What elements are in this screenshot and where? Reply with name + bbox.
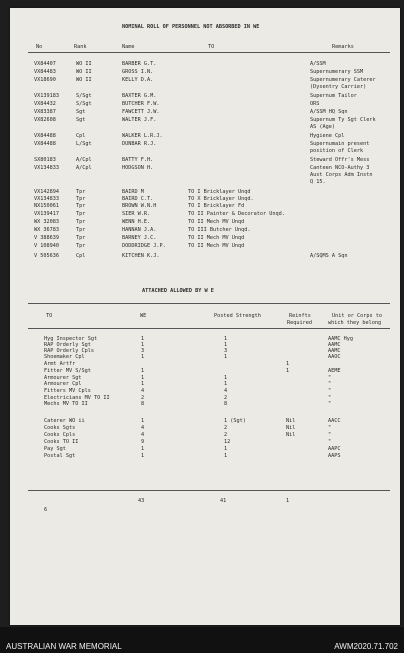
roll-name: WENN H.E. xyxy=(122,219,151,225)
roll-no: VX142894 xyxy=(34,189,59,195)
footer-credit: AUSTRALIAN WAR MEMORIAL xyxy=(6,642,122,651)
roll-remark: Aust Corps Adm Instn xyxy=(310,172,373,178)
header-rule xyxy=(28,52,390,53)
roll-to: TO I Bricklayer Fd xyxy=(188,203,245,209)
att-unit: " xyxy=(328,401,332,407)
roll-remark: Supernum Ty Sgt Clerk xyxy=(310,117,376,123)
att-header-we: WE xyxy=(140,313,147,319)
roll-no: VX82608 xyxy=(34,117,56,123)
footer-id: AWM2020.71.702 xyxy=(334,642,398,651)
roll-remark: A/SQMS A Sqn xyxy=(310,253,348,259)
roll-rank: S/Sgt xyxy=(76,101,92,107)
header-no: No xyxy=(36,44,43,50)
roll-remark: Q 15. xyxy=(310,179,326,185)
header-name: Name xyxy=(122,44,135,50)
document-title: NOMINAL ROLL OF PERSONNEL NOT ABSORBED IN WE xyxy=(122,24,260,30)
att-posted: 1 xyxy=(224,336,228,342)
roll-rank: Cpl xyxy=(76,253,86,259)
roll-to: TO II Mech MV Unqd xyxy=(188,243,245,249)
att-we: 1 xyxy=(141,375,145,381)
att-unit: " xyxy=(328,439,332,445)
attached-title: ATTACHED ALLOWED BY W E xyxy=(142,288,214,294)
att-to: Armourer Sgt xyxy=(44,375,82,381)
roll-to: TO II Mech MV Unqd xyxy=(188,219,245,225)
roll-to: TO II Mech MV Unqd xyxy=(188,235,245,241)
roll-name: BAXTER G.M. xyxy=(122,93,157,99)
roll-no: VX134833 xyxy=(34,196,59,202)
att-posted: 1 xyxy=(224,381,228,387)
roll-name: SIER W.R. xyxy=(122,211,151,217)
roll-no: WX 36783 xyxy=(34,227,59,233)
roll-rank: L/Sgt xyxy=(76,141,92,147)
att-posted: 2 xyxy=(224,425,228,431)
att-unit: AAOC xyxy=(328,354,341,360)
att-we: 1 xyxy=(141,453,145,459)
roll-name: BARBER G.T. xyxy=(122,61,157,67)
roll-name: HANNAN J.A. xyxy=(122,227,157,233)
att-we: 1 xyxy=(141,354,145,360)
att-reinfts: Nil xyxy=(286,432,296,438)
roll-name: FAWCETT J.W. xyxy=(122,109,160,115)
roll-no: VX84488 xyxy=(34,133,56,139)
roll-no: V 108940 xyxy=(34,243,59,249)
roll-name: DODDRIDGE J.P. xyxy=(122,243,166,249)
att-reinfts: 1 xyxy=(286,368,290,374)
roll-rank: Tpr xyxy=(76,243,86,249)
roll-to: TO II Painter & Decorator Unqd. xyxy=(188,211,285,217)
att-posted: 8 xyxy=(224,401,228,407)
att-posted: 4 xyxy=(224,388,228,394)
roll-remark: ORS xyxy=(310,101,320,107)
roll-no: VX139417 xyxy=(34,211,59,217)
att-to: Electricians MV TO II xyxy=(44,395,110,401)
roll-rank: Cpl xyxy=(76,133,86,139)
roll-name: KITCHEN K.J. xyxy=(122,253,160,259)
att-to: RAP Orderly Cpls xyxy=(44,348,94,354)
roll-remark: A/SSM xyxy=(310,61,326,67)
att-posted: 1 xyxy=(224,342,228,348)
document-sheet xyxy=(10,8,400,625)
roll-rank: A/Cpl xyxy=(76,165,92,171)
att-to: Cooks TO II xyxy=(44,439,79,445)
roll-rank: Tpr xyxy=(76,227,86,233)
roll-remark: Supernumain present xyxy=(310,141,370,147)
roll-no: WX 32083 xyxy=(34,219,59,225)
roll-remark: Canteen NCO-Authy 3 xyxy=(310,165,370,171)
att-we: 2 xyxy=(141,395,145,401)
roll-no: V 505636 xyxy=(34,253,59,259)
roll-rank: WO II xyxy=(76,77,92,83)
roll-name: BAIRD C.T. xyxy=(122,196,154,202)
roll-remark: Supernumerary Caterer xyxy=(310,77,376,83)
roll-rank: WO II xyxy=(76,69,92,75)
header-remarks: Remarks xyxy=(332,44,354,50)
header-to: TO xyxy=(208,44,215,50)
att-unit: AAMC Hyg xyxy=(328,336,353,342)
att-unit: " xyxy=(328,395,332,401)
att-to: RAP Orderly Sgt xyxy=(44,342,91,348)
att-header-to: TO xyxy=(46,313,53,319)
roll-rank: Tpr xyxy=(76,189,86,195)
att-header-required: Required xyxy=(287,320,312,326)
roll-no: VX18690 xyxy=(34,77,56,83)
att-header-unit-2: which they belong xyxy=(328,320,382,326)
att-we: 4 xyxy=(141,388,145,394)
att-we: 4 xyxy=(141,432,145,438)
total-we: 43 xyxy=(138,498,145,504)
att-we: 1 xyxy=(141,446,145,452)
roll-name: BROWN W.N.H xyxy=(122,203,157,209)
att-unit: " xyxy=(328,388,332,394)
roll-to: TO I Bricklayer Unqd xyxy=(188,189,251,195)
att-we: 1 xyxy=(141,381,145,387)
attached-header-rule xyxy=(28,328,390,329)
att-we: 1 xyxy=(141,368,145,374)
roll-name: GROSS I.N. xyxy=(122,69,154,75)
roll-rank: Tpr xyxy=(76,235,86,241)
att-unit: AEME xyxy=(328,368,341,374)
roll-name: BAIRD M xyxy=(122,189,144,195)
roll-name: DUNBAR R.J. xyxy=(122,141,157,147)
att-unit: AACC xyxy=(328,418,341,424)
att-posted: 12 xyxy=(224,439,231,445)
att-to: Armt Artfr xyxy=(44,361,76,367)
roll-name: HODGSON H. xyxy=(122,165,154,171)
roll-no: VX139183 xyxy=(34,93,59,99)
roll-name: BARNEY J.C. xyxy=(122,235,157,241)
att-header-reinfts: Reinfts xyxy=(289,313,311,319)
total-posted: 41 xyxy=(220,498,227,504)
att-unit: " xyxy=(328,425,332,431)
att-header-posted: Posted Strength xyxy=(214,313,261,319)
att-unit: " xyxy=(328,375,332,381)
roll-no: VX84488 xyxy=(34,141,56,147)
att-to: Cooks Sgts xyxy=(44,425,76,431)
att-we: 8 xyxy=(141,401,145,407)
att-to: Caterer WO ii xyxy=(44,418,85,424)
att-posted: 2 xyxy=(224,432,228,438)
roll-no: VX84483 xyxy=(34,69,56,75)
att-unit: AAMC xyxy=(328,348,341,354)
roll-rank: WO II xyxy=(76,61,92,67)
footer-bar xyxy=(0,627,404,653)
att-unit: " xyxy=(328,432,332,438)
att-posted: 1 xyxy=(224,375,228,381)
att-posted: 1 xyxy=(224,446,228,452)
att-posted: 2 xyxy=(224,395,228,401)
att-to: Fitters MV Cpls xyxy=(44,388,91,394)
roll-name: WALKER L.R.J. xyxy=(122,133,163,139)
att-posted: 1 xyxy=(224,453,228,459)
roll-name: BUTCHER F.W. xyxy=(122,101,160,107)
roll-remark: A/SSM HQ Sqn xyxy=(310,109,348,115)
att-reinfts: 1 xyxy=(286,361,290,367)
att-reinfts: Nil xyxy=(286,418,296,424)
roll-no: VX83387 xyxy=(34,109,56,115)
roll-no: VX84432 xyxy=(34,101,56,107)
roll-no: SX80183 xyxy=(34,157,56,163)
roll-remark: Supernum Tailor xyxy=(310,93,357,99)
roll-name: KELLY D.A. xyxy=(122,77,154,83)
att-we: 3 xyxy=(141,348,145,354)
att-unit: AAPC xyxy=(328,446,341,452)
att-to: Hyg Inspector Sgt xyxy=(44,336,98,342)
att-we: 1 xyxy=(141,342,145,348)
roll-no: VX84407 xyxy=(34,61,56,67)
roll-rank: Tpr xyxy=(76,196,86,202)
roll-no: VX134833 xyxy=(34,165,59,171)
roll-remark: Supernumerary SSM xyxy=(310,69,364,75)
roll-rank: Tpr xyxy=(76,219,86,225)
roll-name: WALTER J.F. xyxy=(122,117,157,123)
att-to: Armourer Cpl xyxy=(44,381,82,387)
att-posted: 3 xyxy=(224,348,228,354)
roll-no: NX150061 xyxy=(34,203,59,209)
totals-rule xyxy=(28,490,390,491)
total-reinfts: 1 xyxy=(286,498,290,504)
attached-top-rule xyxy=(28,303,390,304)
roll-name: BATTY F.H. xyxy=(122,157,154,163)
page-mark: 6 xyxy=(44,507,48,513)
att-unit: AAPS xyxy=(328,453,341,459)
roll-rank: Sgt xyxy=(76,109,86,115)
att-to: Pay Sgt xyxy=(44,446,66,452)
att-to: Shoemaker Cpl xyxy=(44,354,85,360)
roll-remark: (Dysentry Carrier) xyxy=(310,84,367,90)
roll-remark: AS (Age) xyxy=(310,124,335,130)
att-header-unit: Unit or Corps to xyxy=(332,313,382,319)
att-unit: " xyxy=(328,381,332,387)
att-we: 1 xyxy=(141,336,145,342)
header-rank: Rank xyxy=(74,44,87,50)
att-to: Cooks Cpls xyxy=(44,432,76,438)
roll-rank: Sgt xyxy=(76,117,86,123)
att-unit: AAMC xyxy=(328,342,341,348)
roll-rank: S/Sgt xyxy=(76,93,92,99)
att-to: Postal Sgt xyxy=(44,453,76,459)
att-to: Mechs MV TO II xyxy=(44,401,88,407)
roll-to: TO X Bricklayer Unqd. xyxy=(188,196,254,202)
roll-to: TO III Butcher Unqd. xyxy=(188,227,251,233)
att-posted: 1 (Sgt) xyxy=(224,418,246,424)
att-to: Fitter MV S/Sgt xyxy=(44,368,91,374)
roll-remark: Hygiene Cpl xyxy=(310,133,345,139)
att-we: 1 xyxy=(141,418,145,424)
att-we: 9 xyxy=(141,439,145,445)
roll-rank: Tpr xyxy=(76,203,86,209)
roll-rank: A/Cpl xyxy=(76,157,92,163)
roll-no: V 388639 xyxy=(34,235,59,241)
att-we: 4 xyxy=(141,425,145,431)
roll-rank: Tpr xyxy=(76,211,86,217)
roll-remark: position of Clerk xyxy=(310,148,364,154)
roll-remark: Steward Offr's Mess xyxy=(310,157,370,163)
att-reinfts: Nil xyxy=(286,425,296,431)
att-posted: 1 xyxy=(224,354,228,360)
